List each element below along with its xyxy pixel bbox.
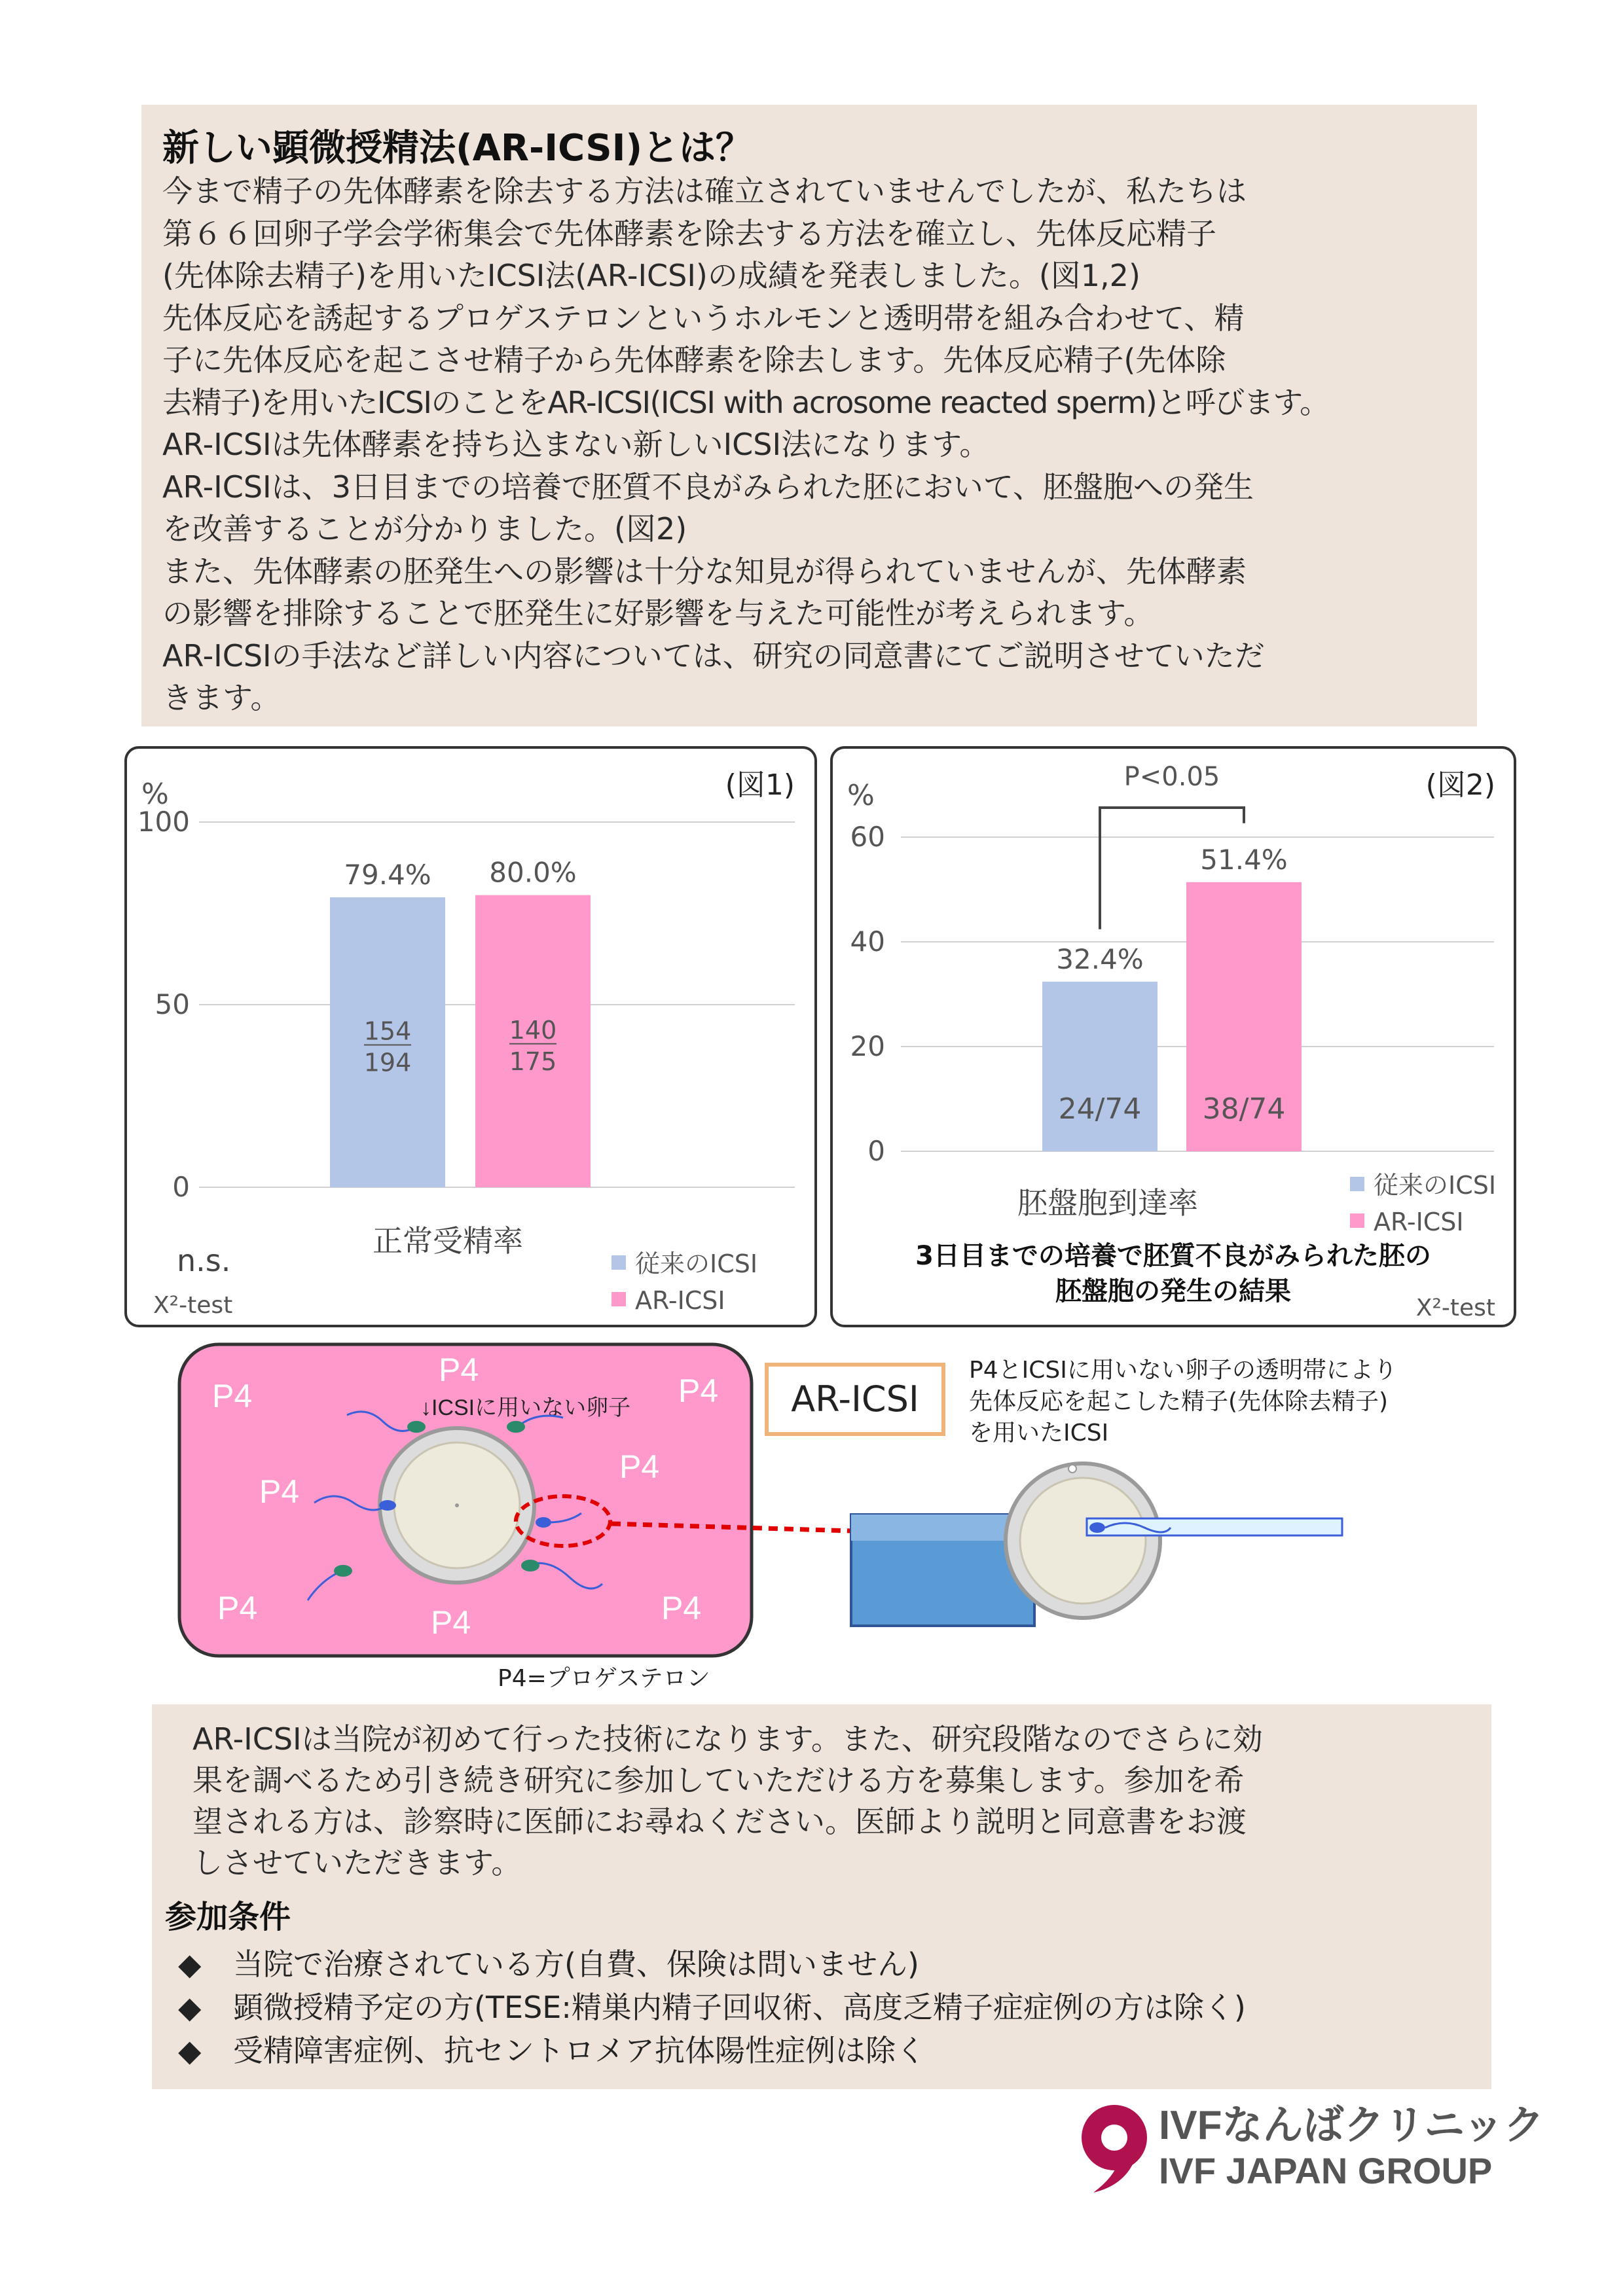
y-tick-label: 0 [172, 1171, 190, 1203]
diamond-bullet-icon: ◆ [178, 2033, 202, 2068]
category-label: 胚盤胞到達率 [1017, 1185, 1198, 1221]
bar [1042, 982, 1158, 1151]
denominator-label: 175 [509, 1047, 557, 1076]
significance-label: n.s. [177, 1243, 231, 1278]
figure-label: (図2) [1425, 768, 1495, 802]
count-label: 38/74 [1202, 1092, 1286, 1126]
injection-needle [1087, 1518, 1342, 1535]
y-tick-label: 60 [850, 821, 885, 853]
p4-label: P4 [431, 1604, 471, 1641]
y-unit-label: % [141, 778, 169, 811]
significance-label: P<0.05 [1123, 762, 1220, 792]
data-label: 79.4% [344, 858, 431, 891]
figure-2-panel [830, 746, 1516, 1327]
denominator-label: 194 [363, 1048, 412, 1077]
y-tick-label: 100 [137, 806, 190, 838]
condition-text: 当院で治療されている方(自費、保険は問いません) [233, 1946, 919, 1982]
data-label: 51.4% [1200, 843, 1288, 876]
egg-nucleus [455, 1503, 459, 1507]
condition-text: 顕微授精予定の方(TESE:精巣内精子回収術、高度乏精子症症例の方は除く) [233, 1990, 1246, 2025]
intro-line: 去精子)を用いたICSIのことをAR-ICSI(ICSI with acrosome reacted sperm)と呼びます。 [162, 384, 1329, 420]
outro-paragraph [192, 1719, 1463, 1884]
outro-line: 望される方は、診察時に医師にお尋ねください。医師より説明と同意書をお渡 [192, 1804, 1247, 1839]
sperm-head [407, 1421, 426, 1433]
intro-line: の影響を排除することで胚発生に好影響を与えた可能性が考えられます。 [162, 596, 1154, 631]
icsi-egg-cytoplasm [1020, 1478, 1146, 1604]
outro-box [152, 1704, 1491, 2089]
y-tick-label: 0 [867, 1135, 885, 1167]
sperm-head [334, 1565, 352, 1577]
condition-text: 受精障害症例、抗セントロメア抗体陽性症例は除く [233, 2033, 926, 2068]
ar-desc-line: を用いたICSI [969, 1420, 1109, 1446]
intro-line: きます。 [162, 680, 281, 715]
intro-line: AR-ICSIは、3日目までの培養で胚質不良がみられた胚において、胚盤胞への発生 [162, 469, 1254, 505]
outro-line: AR-ICSIは当院が初めて行った技術になります。また、研究段階なのでさらに効 [192, 1721, 1263, 1757]
y-tick-label: 50 [155, 988, 190, 1020]
ar-desc-line: P4とICSIに用いない卵子の透明帯により [969, 1357, 1397, 1384]
injected-sperm-head [1089, 1522, 1105, 1533]
p4-label: P4 [661, 1590, 702, 1626]
logo-line2: IVF JAPAN GROUP [1159, 2150, 1493, 2191]
intro-line: 先体反応を誘起するプロゲステロンというホルモンと透明帯を組み合わせて、精 [162, 300, 1245, 336]
diamond-bullet-icon: ◆ [178, 1946, 202, 1982]
conditions-list [178, 1943, 1246, 2072]
test-label: X²-test [153, 1292, 233, 1319]
p4-label: P4 [217, 1590, 258, 1626]
condition-item [178, 1943, 1246, 1986]
condition-item [178, 1986, 1246, 2029]
intro-line: 第６６回卵子学会学術集会で先体酵素を除去する方法を確立し、先体反応精子 [162, 215, 1216, 251]
chart-caption: 胚盤胞の発生の結果 [1055, 1276, 1291, 1306]
intro-line: 今まで精子の先体酵素を除去する方法は確立されていませんでしたが、私たちは [162, 173, 1247, 209]
numerator-label: 140 [509, 1015, 557, 1045]
numerator-label: 154 [363, 1016, 412, 1046]
logo-mark-inner [1101, 2125, 1127, 2151]
legend-label: 従来のICSI [635, 1249, 758, 1278]
y-unit-label: % [847, 779, 875, 812]
clinic-logo [1074, 2098, 1544, 2197]
p4-label: P4 [259, 1473, 300, 1510]
chart-caption: 3日目までの培養で胚質不良がみられた胚の [915, 1241, 1431, 1271]
legend-label: AR-ICSI [1374, 1208, 1464, 1236]
legend-label: AR-ICSI [635, 1286, 725, 1315]
y-tick-label: 40 [850, 925, 885, 958]
intro-line: を改善することが分かりました。(図2) [162, 511, 687, 547]
category-label: 正常受精率 [373, 1223, 523, 1259]
p4-label: P4 [619, 1448, 660, 1485]
egg-label: ↓ICSIに用いない卵子 [420, 1395, 631, 1420]
logo-line1: IVFなんばクリニック [1159, 2103, 1544, 2148]
intro-line: 子に先体反応を起こさせ精子から先体酵素を除去します。先体反応精子(先体除 [162, 342, 1226, 378]
sperm-head [521, 1560, 539, 1571]
sperm-head [536, 1517, 551, 1528]
p4-label: P4 [439, 1352, 479, 1388]
legend-swatch [1350, 1213, 1364, 1228]
intro-line: また、先体酵素の胚発生への影響は十分な知見が得られていませんが、先体酵素 [162, 553, 1247, 589]
sperm-head [507, 1421, 525, 1433]
conditions-title: 参加条件 [165, 1899, 291, 1935]
intro-box [141, 105, 1477, 726]
outro-line: 果を調べるため引き続き研究に参加していただける方を募集します。参加を希 [192, 1763, 1245, 1798]
data-label: 32.4% [1056, 942, 1144, 975]
y-tick-label: 20 [850, 1030, 885, 1062]
legend-swatch [611, 1255, 626, 1270]
test-label: X²-test [1415, 1295, 1495, 1321]
ar-desc-line: 先体反応を起こした精子(先体除去精子) [969, 1388, 1389, 1415]
legend-label: 従来のICSI [1374, 1171, 1497, 1200]
ar-icsi-label: AR-ICSI [765, 1363, 945, 1436]
p4-label: P4 [678, 1372, 719, 1409]
legend-swatch [611, 1292, 626, 1306]
outro-line: しさせていただきます。 [192, 1845, 522, 1880]
data-label: 80.0% [489, 856, 577, 889]
intro-line: AR-ICSIの手法など詳しい内容については、研究の同意書にてご説明させていただ [162, 637, 1265, 673]
intro-line: (先体除去精子)を用いたICSI法(AR-ICSI)の成績を発表しました。(図1,2) [162, 258, 1140, 293]
sperm-head [379, 1500, 396, 1511]
ar-icsi-description [969, 1355, 1493, 1449]
p4-caption: P4=プロゲステロン [498, 1665, 710, 1692]
figure-1-chart [127, 749, 814, 1325]
polar-body [1068, 1465, 1076, 1473]
diamond-bullet-icon: ◆ [178, 1990, 202, 2025]
count-label: 24/74 [1058, 1092, 1142, 1126]
intro-title: 新しい顕微授精法(AR-ICSI)とは？ [162, 127, 753, 170]
intro-line: AR-ICSIは先体酵素を持ち込まない新しいICSI法になります。 [162, 427, 990, 462]
p4-label: P4 [212, 1378, 253, 1414]
intro-paragraph [162, 170, 1459, 719]
figure-label: (図1) [725, 768, 795, 802]
condition-item [178, 2029, 1246, 2072]
figure-2-chart [833, 749, 1514, 1325]
figure-1-panel [124, 746, 817, 1327]
legend-swatch [1350, 1177, 1364, 1191]
